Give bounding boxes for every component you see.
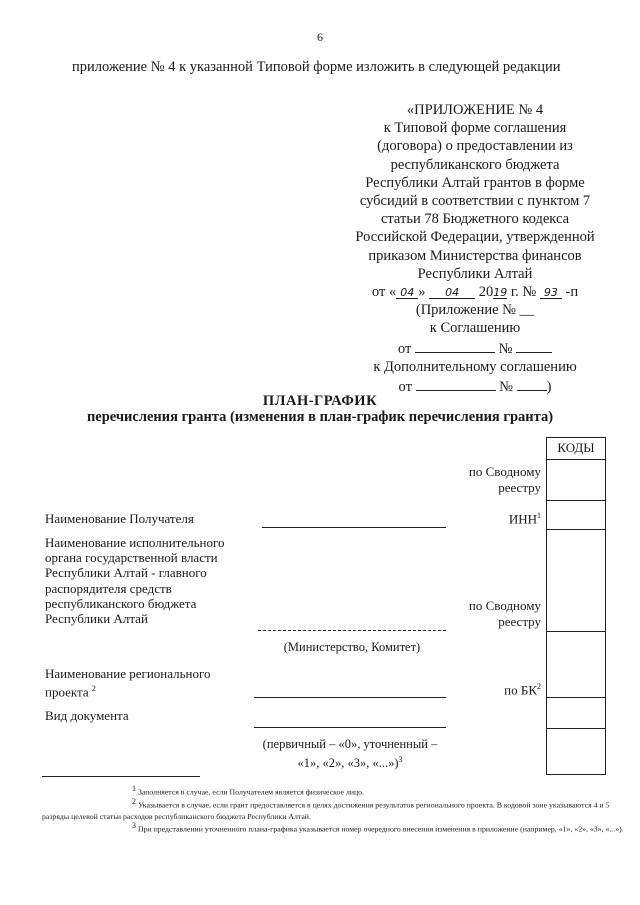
order-year-suffix: 19 [493,286,508,300]
codes-row-divider [547,500,605,501]
appendix-line: (договора) о предоставлении из [377,138,573,155]
footnote-separator [42,776,200,777]
agreement-number-field[interactable] [516,338,552,353]
recipient-field[interactable] [262,527,446,528]
codes-row-divider [547,529,605,530]
order-number: 93 [540,284,562,299]
ministry-hint: (Министерство, Комитет) [283,640,421,654]
footnote-1: $^1$ Заполняется в случае, если Получателем является физическое лицо. [132,784,365,797]
appendix-line: Республики Алтай [417,265,533,282]
regional-project-field[interactable] [254,697,446,698]
svodny-reestr-label-2: по Сводному реестру [468,598,541,629]
executive-body-label: Наименование исполнительного органа государственной власти Республики Алтай - главного распорядителя средств республиканского бюджета Республики Алтай [45,535,225,627]
appendix-line: статьи 78 Бюджетного кодекса [380,211,570,228]
codes-row-divider [547,459,605,460]
svodny-reestr-label-1: по Сводному реестру [468,464,541,495]
executive-body-field[interactable] [258,630,446,631]
recipient-label: Наименование Получателя [45,511,194,526]
codes-row-divider [547,697,605,698]
to-additional-line: к Дополнительному соглашению [373,358,577,375]
plan-subtitle: перечисления гранта (изменения в план-график перечисления гранта) [86,409,554,425]
inn-label: ИНН$^1$ [508,511,541,527]
document-type-label: Вид документа [45,708,129,723]
codes-row-divider [547,631,605,632]
annex-number-line: (Приложение № __ [415,302,535,319]
codes-row-divider [547,728,605,729]
appendix-line: Российской Федерации, утвержденной [355,229,595,246]
codes-table [546,437,606,775]
agreement-date-line: от № [340,338,610,358]
plan-title: ПЛАН-ГРАФИК [262,393,378,409]
document-type-hint: (первичный – «0», уточненный – «1», «2», «3», «...»)$^3$ [262,737,438,771]
additional-date-field[interactable] [416,376,496,391]
footnote-2: $^2$ Указывается в случае, если грант предоставляется в целях достижения результатов регионального проекта. В кодовой зоне указываются 4 и 5 разряды целевой статьи расходов республиканского бюджета Республики Алтай. [42,797,610,821]
page-number: 6 [317,30,323,44]
appendix-header [340,101,610,396]
appendix-line: приказом Министерства финансов [368,247,582,264]
appendix-line: Республики Алтай грантов в форме [365,174,585,191]
agreement-date-field[interactable] [415,338,495,353]
additional-number-field[interactable] [517,376,547,391]
order-day: 04 [396,284,418,299]
regional-project-label: Наименование регионального проекта $^2$ [45,666,211,700]
footnote-3: $^3$ При представлении уточненного плана-графика указывается номер очередного внесения изменения в приложение (например, «1», «2», «3», «...»). [132,821,624,834]
additional-date-line: от № ) [340,376,610,396]
document-type-field[interactable] [254,727,446,728]
appendix-line: к Типовой форме соглашения [383,120,567,137]
codes-header: КОДЫ [557,440,595,455]
intro-text: приложение № 4 к указанной Типовой форме изложить в следующей редакции [72,59,561,75]
appendix-line: субсидий в соответствии с пунктом 7 [359,193,591,210]
bk-label: по $БК^2$ [504,682,541,698]
appendix-line: республиканского бюджета [390,156,560,173]
order-month: 04 [429,284,475,299]
appendix-title: «ПРИЛОЖЕНИЕ № 4 [406,102,544,118]
to-agreement-line: к Соглашению [429,320,521,337]
order-date-line: от « 04 » 04 2019 г. № 93 -п [371,284,579,301]
